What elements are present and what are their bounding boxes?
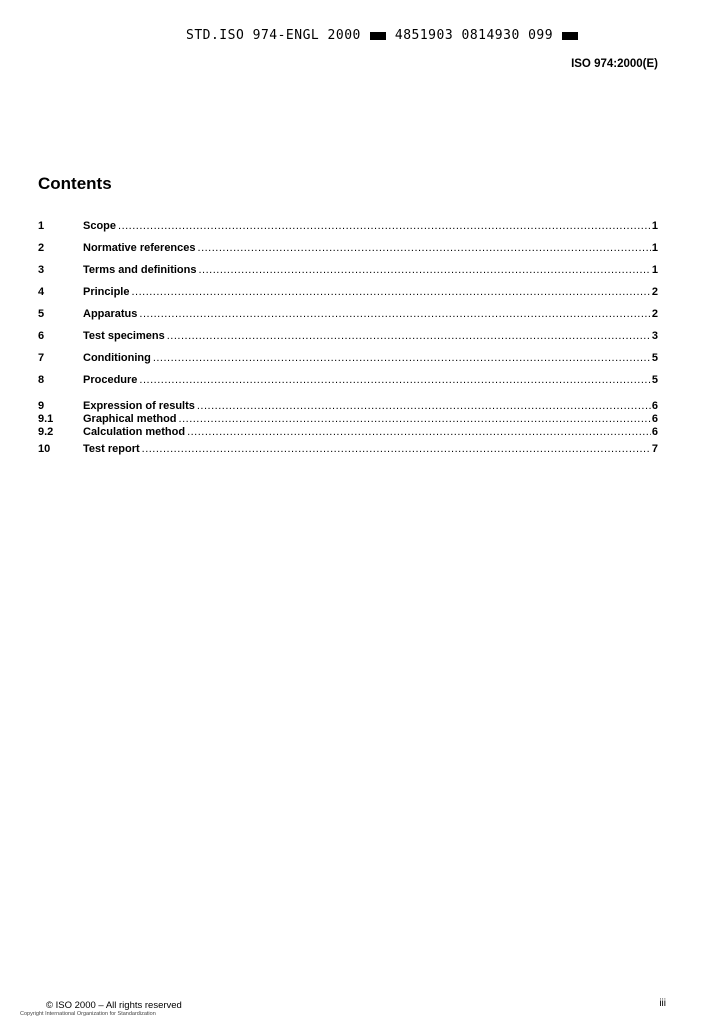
toc-page: 5 (651, 352, 658, 364)
toc-label: Graphical method (83, 413, 177, 425)
toc-leader (153, 352, 651, 364)
toc-leader (131, 286, 650, 298)
toc-label: Apparatus (83, 308, 138, 320)
toc-leader (198, 242, 651, 254)
toc-leader (198, 264, 650, 276)
toc-entry[interactable] (38, 400, 658, 413)
toc-page: 1 (651, 220, 658, 232)
contents-heading: Contents (38, 174, 112, 193)
stamp-block-1 (370, 32, 386, 40)
toc-label: Terms and definitions (83, 264, 197, 276)
toc-page: 6 (651, 400, 658, 412)
toc-page: 3 (651, 330, 658, 342)
toc-entry[interactable] (38, 443, 658, 465)
toc-entry[interactable] (38, 374, 658, 396)
toc-page: 1 (651, 242, 658, 254)
toc-entry[interactable] (38, 220, 658, 242)
toc-entry[interactable] (38, 330, 658, 352)
toc-leader (139, 308, 650, 320)
toc-label: Normative references (83, 242, 196, 254)
toc-number: 4 (38, 286, 45, 298)
toc-page: 6 (651, 426, 658, 438)
toc-entry[interactable] (38, 413, 658, 426)
toc-leader (118, 220, 651, 232)
document-id: ISO 974:2000(E) (571, 58, 658, 70)
toc-page: 2 (651, 308, 658, 320)
toc-number: 6 (38, 330, 45, 342)
document-stamp (186, 28, 581, 43)
toc-leader (142, 443, 651, 455)
toc-entry[interactable] (38, 426, 658, 439)
toc-entry[interactable] (38, 352, 658, 374)
toc-label: Procedure (83, 374, 138, 386)
toc-number: 9.2 (38, 426, 54, 438)
toc-entry[interactable] (38, 286, 658, 308)
toc-label: Test report (83, 443, 140, 455)
toc-entry[interactable] (38, 242, 658, 264)
stamp-text-2: 4851903 0814930 099 (394, 28, 554, 43)
page-number: iii (659, 998, 666, 1009)
toc-number: 2 (38, 242, 45, 254)
toc-page: 6 (651, 413, 658, 425)
toc-label: Calculation method (83, 426, 186, 438)
toc-number: 9.1 (38, 413, 54, 425)
toc-leader (179, 413, 651, 425)
toc-number: 10 (38, 443, 51, 455)
toc-page: 7 (651, 443, 658, 455)
toc-label: Scope (83, 220, 117, 232)
toc-page: 5 (651, 374, 658, 386)
toc-number: 8 (38, 374, 45, 386)
toc-leader (197, 400, 651, 412)
toc-number: 7 (38, 352, 45, 364)
toc-number: 1 (38, 220, 45, 232)
toc-label: Principle (83, 286, 130, 298)
toc-label: Expression of results (83, 400, 195, 412)
toc-page: 2 (651, 286, 658, 298)
toc-entry[interactable] (38, 308, 658, 330)
toc-label: Conditioning (83, 352, 151, 364)
toc-leader (187, 426, 651, 438)
toc-number: 9 (38, 400, 45, 412)
toc-label: Test specimens (83, 330, 165, 342)
stamp-text-1: STD.ISO 974-ENGL 2000 (186, 28, 361, 43)
table-of-contents (38, 220, 658, 465)
toc-entry[interactable] (38, 264, 658, 286)
toc-leader (167, 330, 651, 342)
stamp-block-2 (562, 32, 578, 40)
copyright-notice: © ISO 2000 – All rights reserved (46, 1000, 182, 1011)
toc-number: 3 (38, 264, 45, 276)
toc-page: 1 (651, 264, 658, 276)
toc-number: 5 (38, 308, 45, 320)
toc-leader (139, 374, 650, 386)
copyright-source-note: Copyright International Organization for Standardization (20, 1011, 156, 1017)
